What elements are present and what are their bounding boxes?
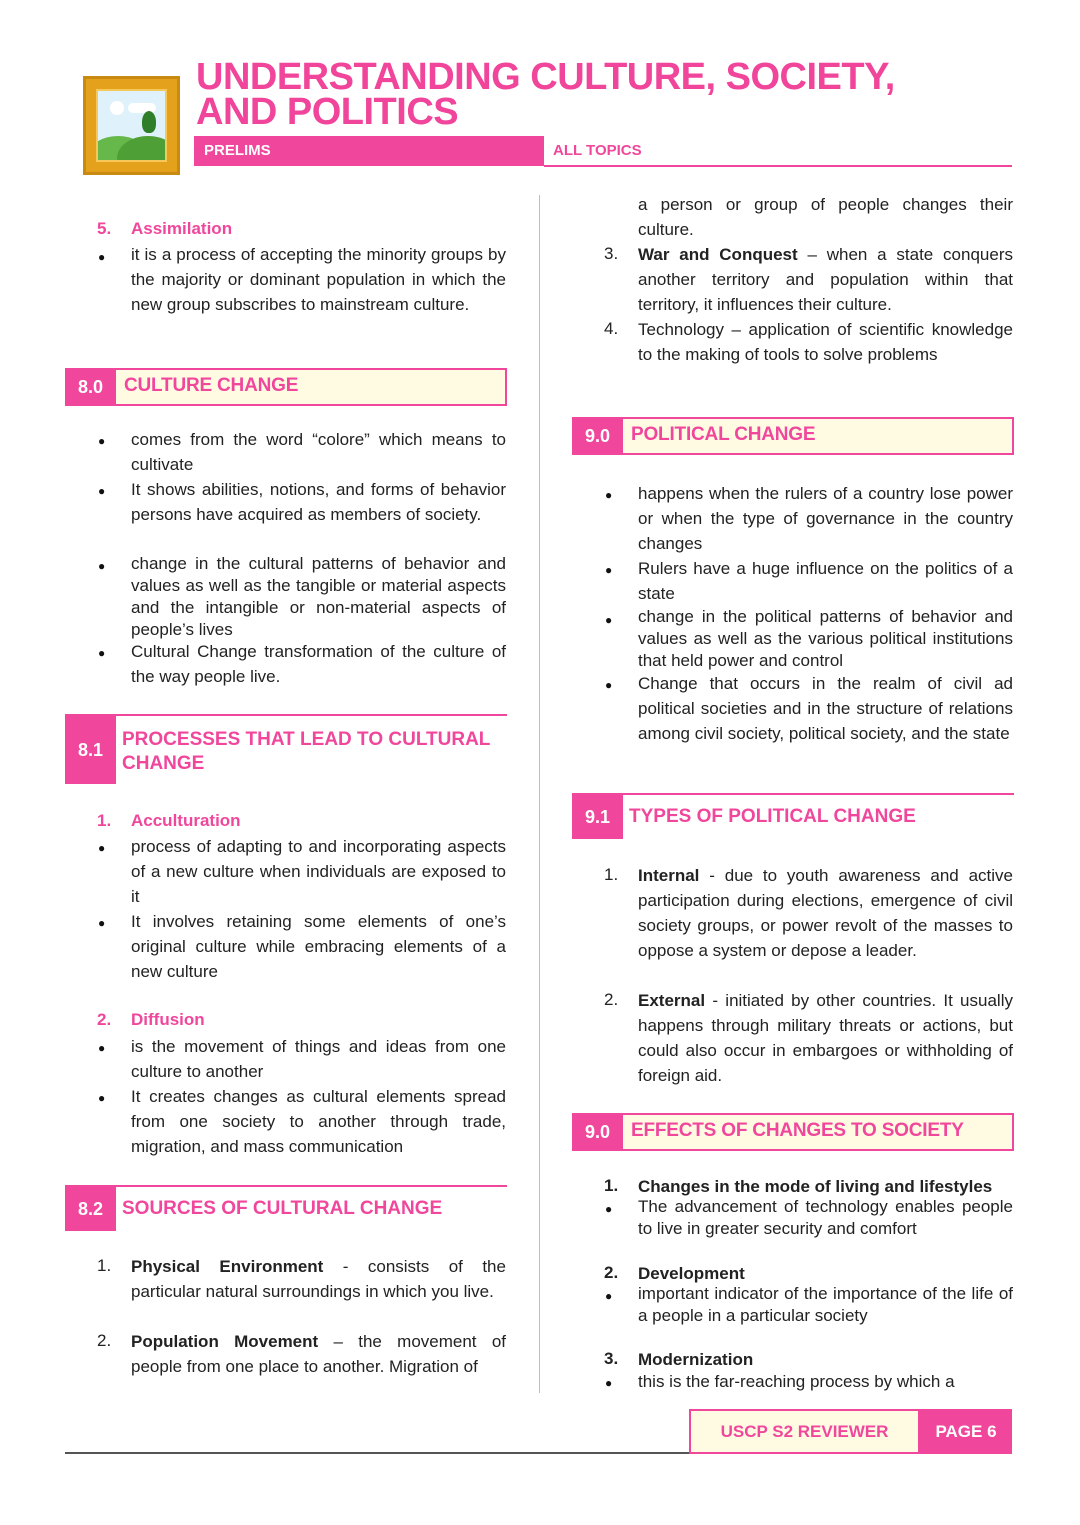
list-item: External - initiated by other countries. It usually happens through military threats or actions, but could also occur in embargoes or withholding of foreign aid. (638, 991, 1013, 1085)
list-item: Internal - due to youth awareness and active participation during elections, emergence of civil society groups, or power revolt of the masses to oppose a system or depose a leader. (638, 866, 1013, 960)
item-number: 1. (604, 1176, 619, 1195)
section-header-sources: 8.2 SOURCES OF CULTURAL CHANGE (65, 1185, 507, 1230)
item-number: 1. (97, 1256, 112, 1275)
diffusion-title: Diffusion (131, 1010, 205, 1029)
bullet-icon: ● (98, 916, 106, 930)
list-item: It involves retaining some elements of one’s original culture while embracing elements of a new culture (131, 912, 506, 981)
item-number: 2. (604, 1263, 619, 1282)
bullet-icon: ● (98, 559, 106, 573)
framed-picture-logo-icon (83, 76, 180, 175)
list-item: important indicator of the importance of the life of a people in a particular society (638, 1284, 1013, 1325)
page-number: PAGE 6 (920, 1409, 1012, 1454)
list-item: process of adapting to and incorporating aspects of a new culture when individuals are exposed to it (131, 837, 506, 906)
item-number: 2. (604, 990, 619, 1009)
assimilation-text: it is a process of accepting the minority groups by the majority or dominant population in which the new group subscribes to mainstream culture. (131, 245, 506, 314)
bullet-icon: ● (605, 1289, 613, 1303)
bullet-icon: ● (98, 841, 106, 855)
list-item: change in the cultural patterns of behavior and values as well as the tangible or material aspects and the intangible or non-material aspects of people’s lives (131, 554, 506, 639)
bullet-icon: ● (98, 1041, 106, 1055)
list-item: this is the far-reaching process by which a (638, 1372, 955, 1391)
list-item: Change that occurs in the realm of civil ad political societies and in the structure of relations among civil society, political society, and the state (638, 674, 1013, 743)
item-number: 1. (97, 811, 112, 830)
footer-rule (65, 1452, 690, 1454)
bullet-icon: ● (605, 563, 613, 577)
section-header-political-change: 9.0 POLITICAL CHANGE (572, 417, 1014, 455)
item-number: 4. (604, 319, 619, 338)
bullet-icon: ● (605, 613, 613, 627)
bullet-icon: ● (605, 678, 613, 692)
column-divider (539, 195, 540, 1393)
bullet-icon: ● (98, 646, 106, 660)
section-header-culture-change: 8.0 CULTURE CHANGE (65, 368, 507, 406)
bullet-icon: ● (605, 488, 613, 502)
acculturation-title: Acculturation (131, 811, 241, 830)
list-item: It shows abilities, notions, and forms of behavior persons have acquired as members of society. (131, 480, 506, 524)
section-header-processes: 8.1 PROCESSES THAT LEAD TO CULTURAL CHANGE (65, 714, 507, 783)
footer-reviewer-label: USCP S2 REVIEWER (689, 1409, 920, 1454)
list-item: Rulers have a huge influence on the politics of a state (638, 559, 1013, 603)
section-header-types-political: 9.1 TYPES OF POLITICAL CHANGE (572, 793, 1014, 838)
list-item: War and Conquest – when a state conquers another territory and population within that territory, it influences their culture. (638, 245, 1013, 314)
bullet-icon: ● (98, 250, 106, 264)
effect-title: Development (638, 1264, 745, 1283)
effect-title: Changes in the mode of living and lifestyles (638, 1177, 993, 1196)
list-item: happens when the rulers of a country lose power or when the type of governance in the country changes (638, 484, 1013, 553)
list-item: Cultural Change transformation of the culture of the way people live. (131, 642, 506, 686)
continued-text: a person or group of people changes their culture. (638, 195, 1013, 239)
page-title: UNDERSTANDING CULTURE, SOCIETY, AND POLITICS (196, 56, 895, 133)
list-item: Physical Environment - consists of the particular natural surroundings in which you live. (131, 1257, 506, 1301)
bullet-icon: ● (98, 1091, 106, 1105)
list-item: is the movement of things and ideas from one culture to another (131, 1037, 506, 1081)
section-header-effects: 9.0 EFFECTS OF CHANGES TO SOCIETY (572, 1113, 1014, 1151)
list-item: comes from the word “colore” which means to cultivate (131, 430, 506, 474)
list-item: It creates changes as cultural elements spread from one society to another through trade, migration, and mass communication (131, 1087, 506, 1156)
list-item: Technology – application of scientific knowledge to the making of tools to solve problems (638, 320, 1013, 364)
item-number: 2. (97, 1010, 112, 1029)
bullet-icon: ● (98, 484, 106, 498)
effect-title: Modernization (638, 1350, 754, 1369)
band-right-label: ALL TOPICS (553, 142, 642, 159)
bullet-icon: ● (98, 434, 106, 448)
list-item: The advancement of technology enables people to live in greater security and comfort (638, 1197, 1013, 1238)
list-item: change in the political patterns of behavior and values as well as the various political institutions that held power and control (638, 607, 1013, 670)
band-label: PRELIMS (204, 142, 271, 159)
header-rule (544, 165, 1012, 167)
list-item: Population Movement – the movement of people from one place to another. Migration of (131, 1332, 506, 1376)
item-number: 3. (604, 244, 619, 263)
item-number: 3. (604, 1349, 619, 1368)
bullet-icon: ● (605, 1376, 613, 1390)
item-number: 2. (97, 1331, 112, 1350)
bullet-icon: ● (605, 1202, 613, 1216)
assimilation-title: Assimilation (131, 219, 233, 238)
item-number: 5. (97, 219, 112, 238)
item-number: 1. (604, 865, 619, 884)
